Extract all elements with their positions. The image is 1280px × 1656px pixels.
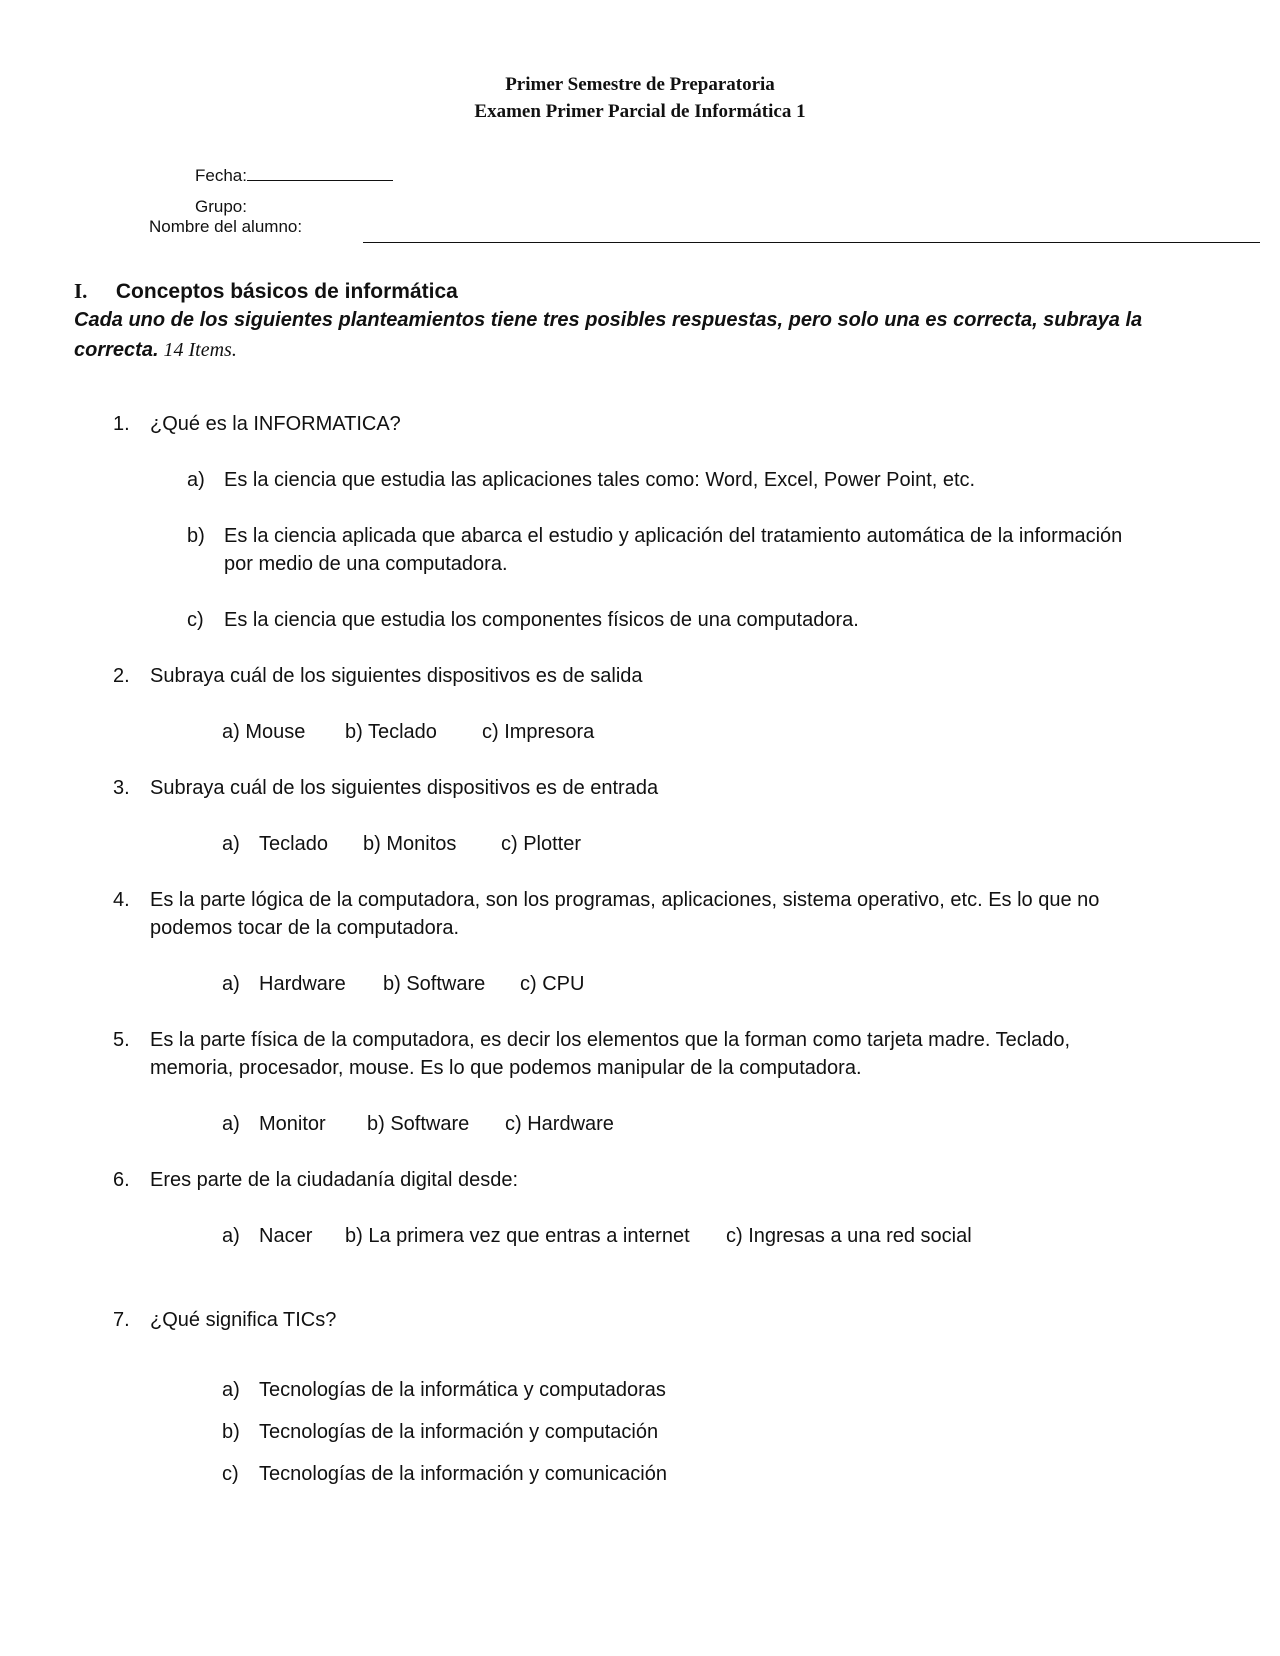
question-1-text: ¿Qué es la INFORMATICA? xyxy=(150,413,401,435)
q4-option-b[interactable]: b) Software xyxy=(383,973,486,995)
question-7-text: ¿Qué significa TICs? xyxy=(150,1309,337,1331)
q3-option-a[interactable]: Teclado xyxy=(259,833,328,855)
question-3-number: 3. xyxy=(113,777,130,799)
q3-option-c[interactable]: c) Plotter xyxy=(501,833,582,855)
q4-option-a[interactable]: Hardware xyxy=(259,973,346,995)
q7-option-c[interactable]: Tecnologías de la información y comunicación xyxy=(259,1463,667,1485)
section-title: Conceptos básicos de informática xyxy=(115,280,458,303)
fecha-label: Fecha: xyxy=(195,166,247,185)
q7-option-a-letter: a) xyxy=(222,1379,240,1401)
q7-option-c-letter: c) xyxy=(222,1463,239,1485)
instruction-items: 14 Items. xyxy=(158,339,237,361)
q1-option-c[interactable]: Es la ciencia que estudia los componentes físicos de una computadora. xyxy=(224,609,859,631)
instruction-bold: Cada uno de los siguientes planteamientos tiene tres posibles respuestas, pero solo una es correcta, subraya la correcta xyxy=(74,309,1143,361)
q1-option-b-letter: b) xyxy=(187,525,205,547)
header-line-1: Primer Semestre de Preparatoria xyxy=(505,74,775,95)
header-line-2: Examen Primer Parcial de Informática 1 xyxy=(474,101,806,122)
question-6-number: 6. xyxy=(113,1169,130,1191)
q5-option-a[interactable]: Monitor xyxy=(259,1113,326,1135)
q2-option-b[interactable]: b) Teclado xyxy=(345,721,437,743)
q1-option-a[interactable]: Es la ciencia que estudia las aplicaciones tales como: Word, Excel, Power Point, etc. xyxy=(224,469,976,491)
nombre-label: Nombre del alumno: xyxy=(149,217,303,236)
q2-option-c[interactable]: c) Impresora xyxy=(482,721,595,743)
q5-option-a-letter: a) xyxy=(222,1113,240,1135)
q3-option-b[interactable]: b) Monitos xyxy=(363,833,457,855)
question-6-text: Eres parte de la ciudadanía digital desde: xyxy=(150,1169,519,1191)
q6-option-a[interactable]: Nacer xyxy=(259,1225,313,1247)
section-numeral: I. xyxy=(74,279,88,303)
q5-option-b[interactable]: b) Software xyxy=(367,1113,470,1135)
question-5-text: Es la parte física de la computadora, es decir los elementos que la forman como tarjeta madre. Teclado, xyxy=(150,1029,1071,1051)
question-2-text: Subraya cuál de los siguientes dispositivos es de salida xyxy=(150,665,643,687)
q3-option-a-letter: a) xyxy=(222,833,240,855)
q1-option-c-letter: c) xyxy=(187,609,204,631)
question-4-number: 4. xyxy=(113,889,130,911)
question-3-text: Subraya cuál de los siguientes dispositivos es de entrada xyxy=(150,777,659,799)
grupo-label: Grupo: xyxy=(195,197,247,216)
q7-option-b[interactable]: Tecnologías de la información y computación xyxy=(259,1421,659,1443)
q6-option-a-letter: a) xyxy=(222,1225,240,1247)
q1-option-a-letter: a) xyxy=(187,469,205,491)
section-heading xyxy=(74,279,458,304)
q7-option-b-letter: b) xyxy=(222,1421,240,1443)
instruction-dot: . xyxy=(152,339,159,361)
question-4-text: Es la parte lógica de la computadora, son los programas, aplicaciones, sistema operativo, etc. Es lo que no xyxy=(150,889,1100,911)
question-5-number: 5. xyxy=(113,1029,130,1051)
question-2-number: 2. xyxy=(113,665,130,687)
nombre-blank-line[interactable] xyxy=(363,242,1260,243)
section-instruction xyxy=(74,306,1154,366)
q1-option-b-line2[interactable]: por medio de una computadora. xyxy=(224,553,508,575)
q6-option-b[interactable]: b) La primera vez que entras a internet xyxy=(345,1225,690,1247)
q1-option-b[interactable]: Es la ciencia aplicada que abarca el estudio y aplicación del tratamiento automática de la información xyxy=(224,525,1123,547)
q6-option-c[interactable]: c) Ingresas a una red social xyxy=(726,1225,972,1247)
question-5-text-line2: memoria, procesador, mouse. Es lo que podemos manipular de la computadora. xyxy=(150,1057,862,1079)
q7-option-a[interactable]: Tecnologías de la informática y computadoras xyxy=(259,1379,666,1401)
question-4-text-line2: podemos tocar de la computadora. xyxy=(150,917,460,939)
q5-option-c[interactable]: c) Hardware xyxy=(505,1113,614,1135)
fecha-blank[interactable] xyxy=(247,180,393,181)
fecha-field xyxy=(195,166,393,186)
q2-option-a[interactable]: a) Mouse xyxy=(222,721,306,743)
question-1-number: 1. xyxy=(113,413,130,435)
q4-option-c[interactable]: c) CPU xyxy=(520,973,585,995)
q4-option-a-letter: a) xyxy=(222,973,240,995)
question-7-number: 7. xyxy=(113,1309,130,1331)
